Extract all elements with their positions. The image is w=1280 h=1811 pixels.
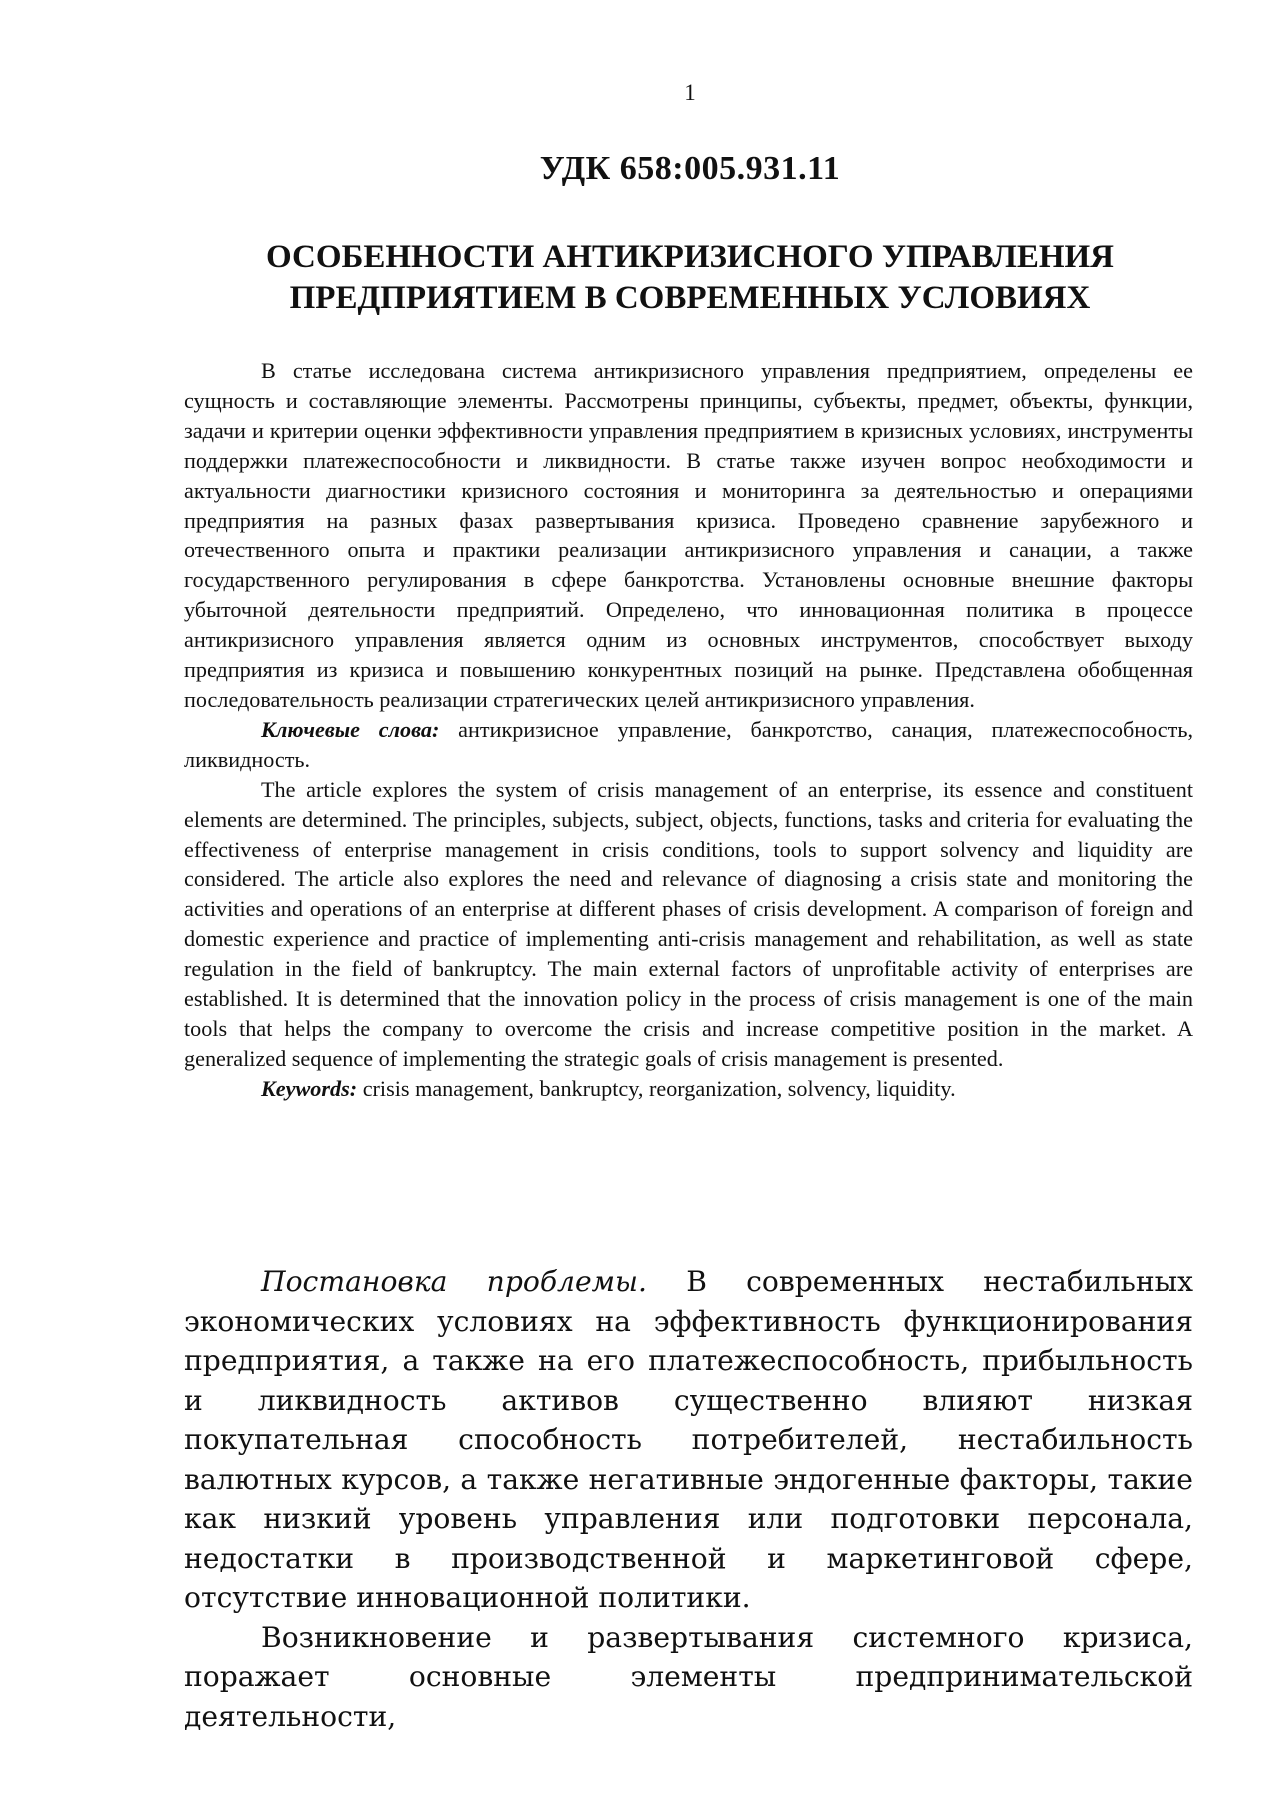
body-paragraph-2: Возникновение и развертывания системного кризиса, поражает основные элементы предпринимательской деятельности, <box>184 1620 1193 1733</box>
udk-code: УДК 658:005.931.11 <box>539 150 841 187</box>
keywords-ru-text: антикризисное управление, банкротство, санация, платежеспособность, ликвидность. <box>184 716 1193 772</box>
keywords-ru-label: Ключевые слова: <box>261 716 440 742</box>
abstract-en: The article explores the system of crisis management of an enterprise, its essence and constituent elements are determined. The principles, subjects, subject, objects, functions, tasks and criteria for evaluating the effectiveness of enterprise management in crisis conditions, tools to support solvency and liquidity are considered. The article also explores the need and relevance of diagnosing a crisis state and monitoring the activities and operations of an enterprise at different phases of crisis development. A comparison of foreign and domestic experience and practice of implementing anti-crisis management and rehabilitation, as well as state regulation in the field of bankruptcy. The main external factors of unprofitable activity of enterprises are established. It is determined that the innovation policy in the process of crisis management is one of the main tools that helps the company to overcome the crisis and increase competitive position in the market. A generalized sequence of implementing the strategic goals of crisis management is presented. <box>184 776 1193 1071</box>
abstract-ru: В статье исследована система антикризисного управления предприятием, определены ее сущность и составляющие элементы. Рассмотрены принципы, субъекты, предмет, объекты, функции, задачи и критерии оценки эффективности управления предприятием в кризисных условиях, инструменты поддержки платежеспособности и ликвидности. В статье также изучен вопрос необходимости и актуальности диагностики кризисного состояния и мониторинга за деятельностью и операциями предприятия на разных фазах развертывания кризиса. Проведено сравнение зарубежного и отечественного опыта и практики реализации антикризисного управления и санации, а также государственного регулирования в сфере банкротства. Установлены основные внешние факторы убыточной деятельности предприятий. Определено, что инновационная политика в процессе антикризисного управления является одним из основных инструментов, способствует выходу предприятия из кризиса и повышению конкурентных позиций на рынке. Представлена обобщенная последовательность реализации стратегических целей антикризисного управления. <box>184 358 1193 712</box>
keywords-en-text: crisis management, bankruptcy, reorganization, solvency, liquidity. <box>357 1075 956 1101</box>
article-title <box>0 237 1280 319</box>
keywords-ru <box>184 715 1193 775</box>
page-number: 1 <box>684 80 696 105</box>
problem-statement-lead: Постановка проблемы. <box>261 1265 647 1298</box>
abstract-block <box>184 356 1193 1104</box>
main-body <box>184 1262 1193 1736</box>
title-line-2: ПРЕДПРИЯТИЕМ В СОВРЕМЕННЫХ УСЛОВИЯХ <box>289 280 1091 316</box>
title-line-1: ОСОБЕННОСТИ АНТИКРИЗИСНОГО УПРАВЛЕНИЯ <box>265 239 1115 275</box>
keywords-en <box>184 1074 1193 1104</box>
body-paragraph-1-text: В современных нестабильных экономических условиях на эффективность функционирования предприятия, а также на его платежеспособность, прибыльность и ликвидность активов существенно влияют низкая покупательная способность потребителей, нестабильность валютных курсов, а также негативные эндогенные факторы, такие как низкий уровень управления или подготовки персонала, недостатки в производственной и маркетинговой сфере, отсутствие инновационной политики. <box>184 1265 1193 1614</box>
keywords-en-label: Keywords: <box>261 1075 358 1101</box>
body-paragraph-1 <box>184 1262 1193 1618</box>
